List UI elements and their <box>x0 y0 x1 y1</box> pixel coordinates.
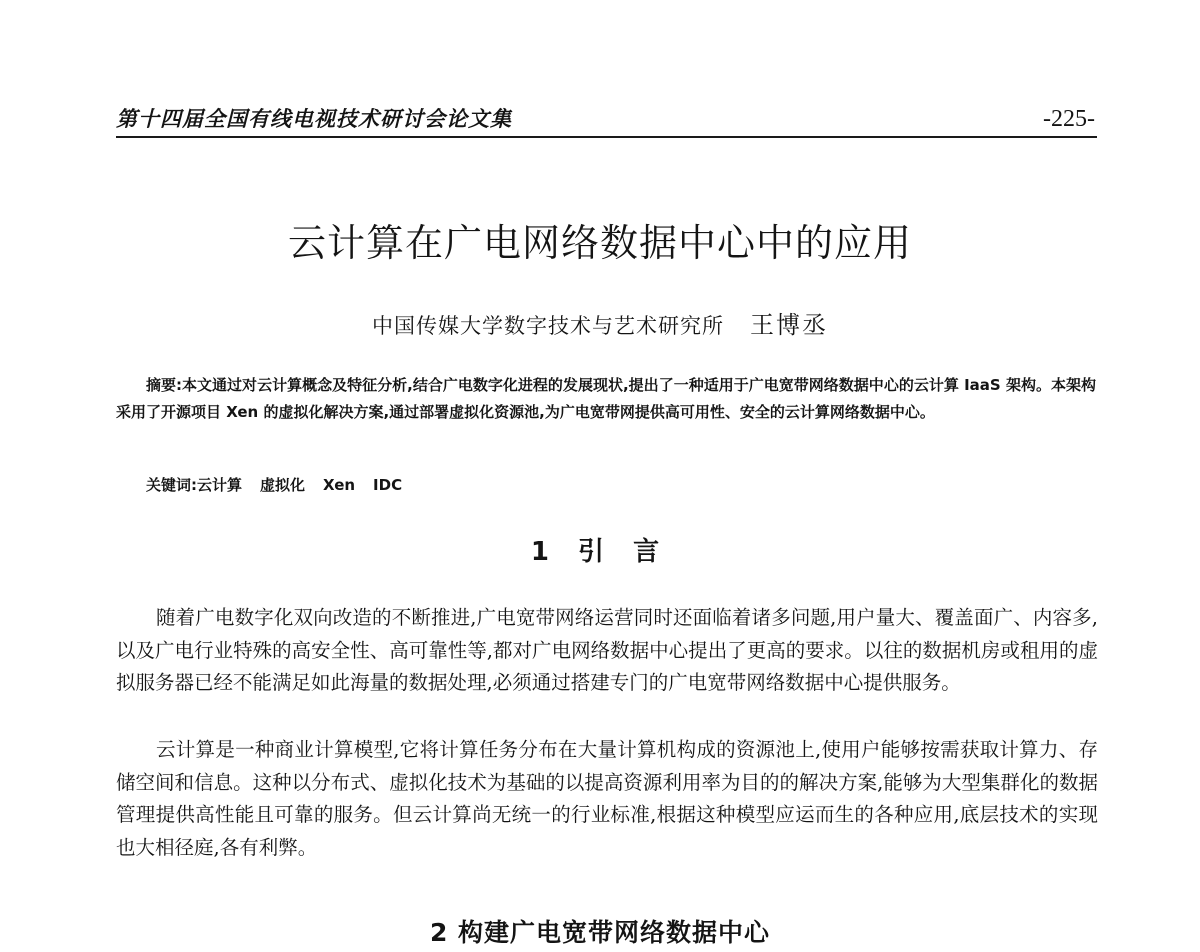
running-header <box>116 104 1097 138</box>
body-paragraph: 随着广电数字化双向改造的不断推进,广电宽带网络运营同时还面临着诸多问题,用户量大、覆盖面广、内容多,以及广电行业特殊的高安全性、高可靠性等,都对广电网络数据中心提出了更高的要求。以往的数据机房或租用的虚拟服务器已经不能满足如此海量的数据处理,必须通过搭建专门的广电宽带网络数据中心提供服务。 <box>116 606 1098 694</box>
keywords <box>146 472 420 498</box>
keyword-item: 云计算 <box>197 476 243 494</box>
author-name: 王博丞 <box>750 311 828 339</box>
journal-title: 第十四届全国有线电视技术研讨会论文集 <box>116 107 512 131</box>
keyword-item: 虚拟化 <box>260 476 306 494</box>
body-paragraph: 云计算是一种商业计算模型,它将计算任务分布在大量计算机构成的资源池上,使用户能够按需获取计算力、存储空间和信息。这种以分布式、虚拟化技术为基础的以提高资源利用率为目的的解决方案,能够为大型集群化的数据管理提供高性能且可靠的服务。但云计算尚无统一的行业标准,根据这种模型应运而生的各种应用,底层技术的实现也大相径庭,各有利弊。 <box>116 738 1098 859</box>
keywords-label: 关键词: <box>146 476 197 494</box>
keyword-item: Xen <box>323 476 356 494</box>
abstract: 摘要:本文通过对云计算概念及特征分析,结合广电数字化进程的发展现状,提出了一种适用于广电宽带网络数据中心的云计算 IaaS 架构。本架构采用了开源项目 Xen 的虚拟化解决方案,通过部署虚拟化资源池,为广电宽带网提供高可用性、安全的云计算网络数据中心。 <box>116 376 1096 421</box>
section-heading-introduction: 1 引 言 <box>530 537 670 567</box>
author-line <box>0 310 1200 341</box>
page-number: -225- <box>1043 106 1095 132</box>
section-heading-data-center: 2 构建广电宽带网络数据中心 <box>429 918 771 947</box>
paper-title: 云计算在广电网络数据中心中的应用 <box>287 221 912 265</box>
author-affiliation: 中国传媒大学数字技术与艺术研究所 <box>372 314 724 338</box>
keyword-item: IDC <box>373 476 403 494</box>
